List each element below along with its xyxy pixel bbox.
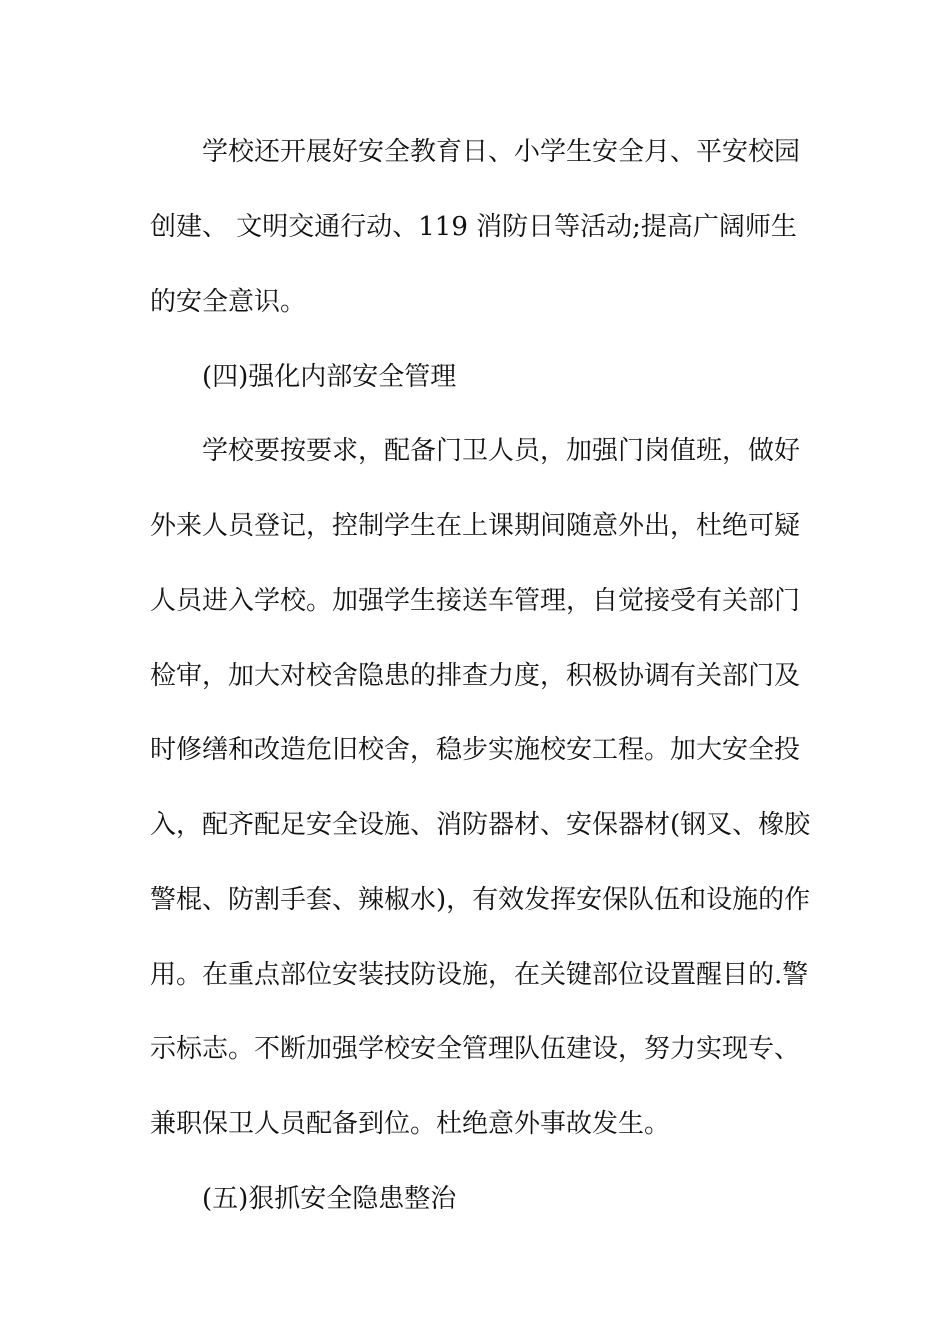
paragraph-line-7: 人员进入学校。加强学生接送车管理，自觉接受有关部门 <box>150 586 801 616</box>
paragraph-line-13: 示标志。不断加强学校安全管理队伍建设，努力实现专、 <box>150 1034 801 1064</box>
paragraph-line-6: 外来人员登记，控制学生在上课期间随意外出，杜绝可疑 <box>150 511 801 541</box>
paragraph-line-11: 警棍、防割手套、辣椒水)，有效发挥安保队伍和设施的作 <box>150 885 811 915</box>
paragraph-line-12: 用。在重点部位安装技防设施，在关键部位设置醒目的.警 <box>150 960 809 990</box>
paragraph-line-8: 检审，加大对校舍隐患的排查力度，积极协调有关部门及 <box>150 661 801 691</box>
paragraph-line-14: 兼职保卫人员配备到位。杜绝意外事故发生。 <box>150 1109 671 1139</box>
section-heading-5: (五)狠抓安全隐患整治 <box>202 1184 457 1214</box>
paragraph-line-5: 学校要按要求，配备门卫人员，加强门岗值班，做好 <box>202 436 801 466</box>
paragraph-line-2: 创建、 文明交通行动、119 消防日等活动;提高广阔师生 <box>150 212 797 242</box>
paragraph-line-3: 的安全意识。 <box>150 287 307 317</box>
paragraph-line-9: 时修缮和改造危旧校舍，稳步实施校安工程。加大安全投 <box>150 735 801 765</box>
section-heading-4: (四)强化内部安全管理 <box>202 362 457 392</box>
paragraph-line-10: 入，配齐配足安全设施、消防器材、安保器材(钢叉、橡胶 <box>150 810 811 840</box>
paragraph-line-1: 学校还开展好安全教育日、小学生安全月、平安校园 <box>202 137 801 167</box>
